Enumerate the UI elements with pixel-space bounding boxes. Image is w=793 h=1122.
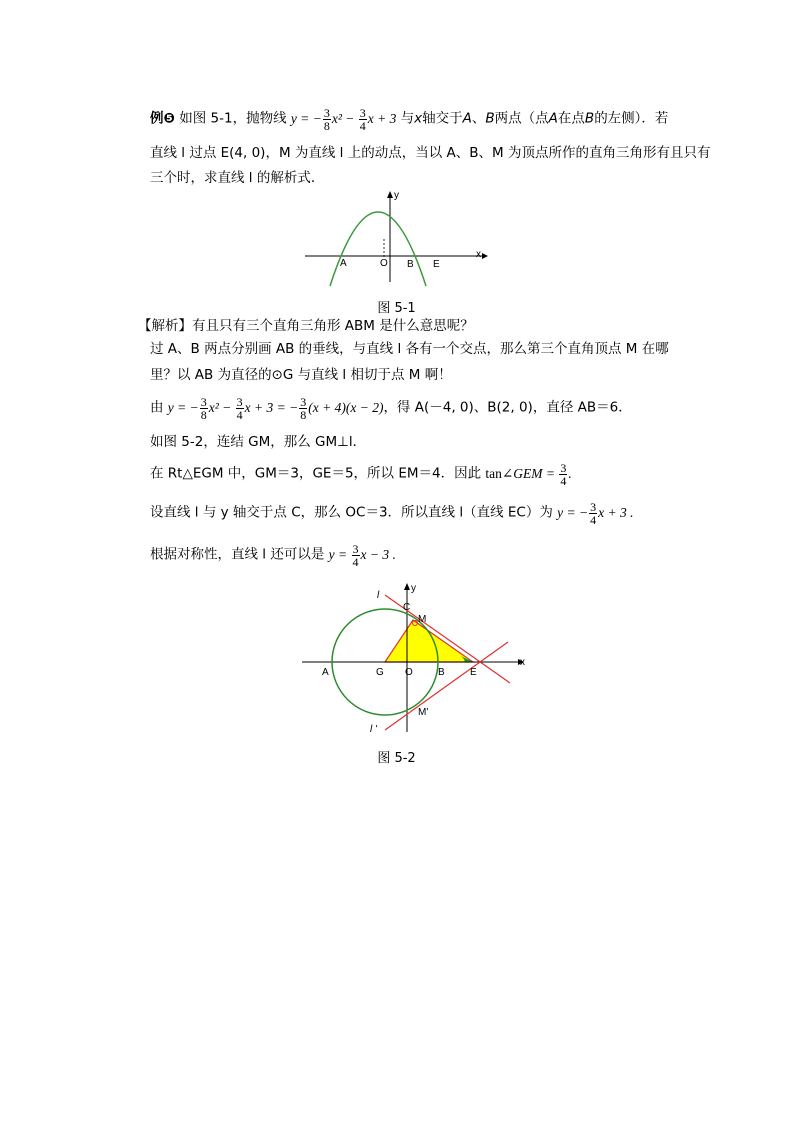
solution-line-4: 如图 5-2，连结 GM，那么 GM⊥l． <box>150 434 367 450</box>
label-B: B <box>438 667 445 678</box>
label-y: y <box>411 583 416 594</box>
problem-text: 、 <box>471 110 486 127</box>
solution-line-1: 过 A、B 两点分别画 AB 的垂线，与直线 l 各有一个交点，那么第三个直角顶点 M 在哪 <box>150 341 669 357</box>
figure-5-2 <box>290 580 540 740</box>
y-axis-arrow <box>387 191 393 198</box>
label-x: x <box>520 657 525 668</box>
parabola-curve <box>330 212 426 286</box>
label-l: l <box>377 590 380 601</box>
figure-5-1 <box>300 186 500 290</box>
problem-text: 的左侧）．若 <box>594 110 669 127</box>
label-O: O <box>405 667 413 678</box>
y-axis-arrow <box>404 583 410 590</box>
solution-text: 在 Rt△EGM 中，GM＝3，GE＝5，所以 EM＝4．因此 <box>150 465 482 482</box>
problem-line-3: 三个时，求直线 l 的解析式． <box>150 170 325 186</box>
problem-text: A <box>462 110 472 127</box>
factor-formula: y = − $\frac{3}{8}$ x² − $\frac{3}{4}$ x + 3 = − $\frac{3}{8}$ (x + 4)(x − 2) <box>167 395 384 422</box>
problem-line-1 <box>150 107 690 132</box>
problem-text: 两点（点 <box>494 110 549 127</box>
label-C: C <box>403 602 411 613</box>
solution-text: 由 <box>150 399 164 416</box>
figure-5-2-caption: 图 5-2 <box>377 751 416 766</box>
solution-line-3 <box>150 396 690 421</box>
solution-line-5 <box>150 462 690 487</box>
problem-text: x <box>414 110 423 127</box>
label-x: x <box>476 249 481 260</box>
example-label: 例❺ <box>150 110 175 127</box>
problem-text: 如图 5-1，抛物线 <box>179 110 287 127</box>
label-M-prime: M' <box>418 707 429 718</box>
solution-line-6 <box>150 501 690 526</box>
x-axis-arrow <box>482 253 488 259</box>
label-l-prime: l ' <box>370 724 377 735</box>
parabola-formula: y = − $\frac{3}{8}$ x² − $\frac{3}{4}$ x + 3 <box>290 106 397 133</box>
label-O: O <box>380 258 388 269</box>
problem-text: 在点 <box>557 110 585 127</box>
line-l-prime-formula: y = $\frac{3}{4}$ x − 3 . <box>328 542 396 569</box>
solution-text: 设直线 l 与 y 轴交于点 C，那么 OC＝3．所以直线 l（直线 EC）为 <box>150 504 553 521</box>
solution-title: 【解析】有且只有三个直角三角形 ABM 是什么意思呢？ <box>138 318 474 334</box>
label-E: E <box>433 259 440 270</box>
label-B: B <box>407 259 414 270</box>
solution-text: ，得 A(－4, 0)、B(2, 0)，直径 AB＝6． <box>383 399 632 416</box>
solution-line-7 <box>150 543 690 568</box>
figure-5-1-caption: 图 5-1 <box>377 301 416 316</box>
problem-text: B <box>485 110 495 127</box>
line-l-formula: y = − $\frac{3}{4}$ x + 3 . <box>557 500 634 527</box>
label-M: M <box>418 614 427 625</box>
problem-text: A <box>548 110 558 127</box>
problem-text: B <box>584 110 595 127</box>
label-G: G <box>376 667 384 678</box>
problem-line-2: 直线 l 过点 E(4, 0)，M 为直线 l 上的动点，当以 A、B、M 为顶点所作的直角三角形有且只有 <box>150 145 711 161</box>
problem-text: 轴交于 <box>422 110 463 127</box>
label-E: E <box>470 667 477 678</box>
tan-formula: tan∠GEM = $\frac{3}{4}$ . <box>485 461 572 488</box>
problem-text: 与 <box>400 110 415 127</box>
solution-line-2: 里？以 AB 为直径的⊙G 与直线 l 相切于点 M 啊！ <box>150 367 452 383</box>
label-y: y <box>394 190 399 201</box>
label-A: A <box>340 258 347 269</box>
solution-text: 根据对称性，直线 l 还可以是 <box>150 546 325 563</box>
label-A: A <box>322 667 329 678</box>
